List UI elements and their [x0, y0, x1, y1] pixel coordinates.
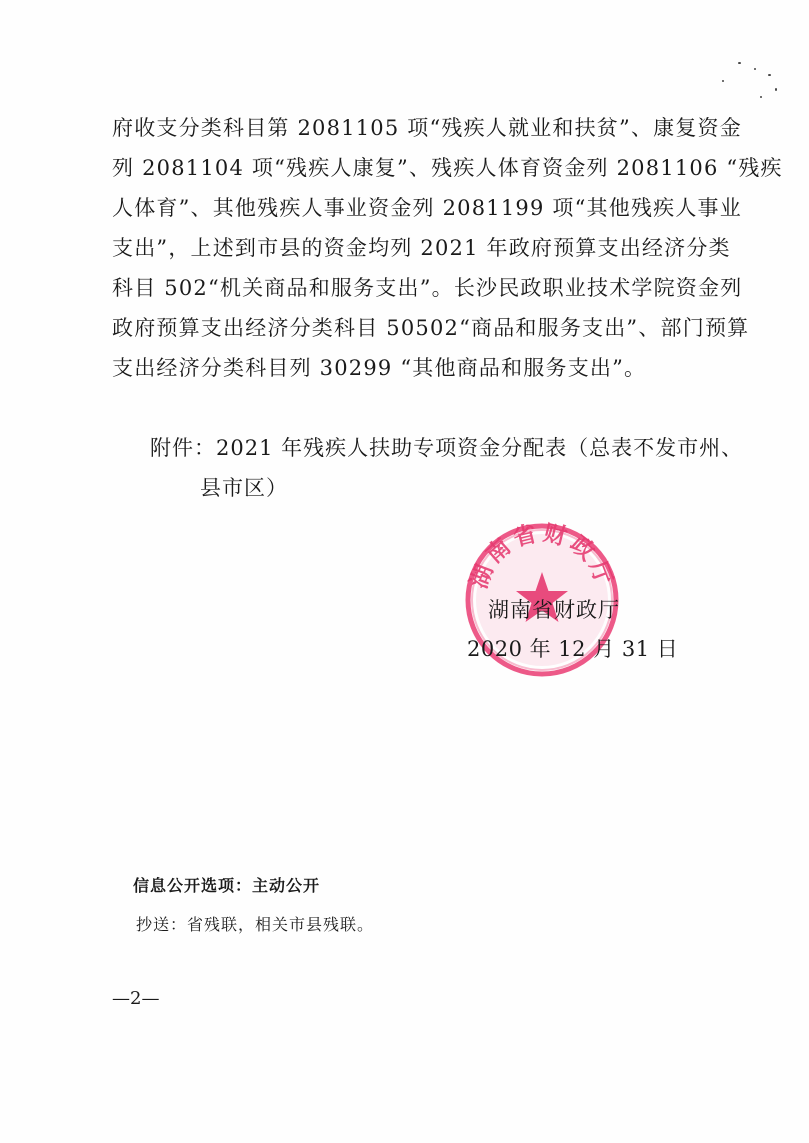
- attachment-note: [150, 428, 744, 508]
- scan-speck: [754, 68, 756, 70]
- page-number: —2—: [112, 988, 160, 1009]
- disclosure-option: 信息公开选项：主动公开: [133, 876, 321, 895]
- body-line: 政府预算支出经济分类科目 50502“商品和服务支出”、部门预算: [112, 316, 750, 340]
- body-line: 支出经济分类科目列 30299 “其他商品和服务支出”。: [112, 356, 647, 380]
- body-line: 人体育”、其他残疾人事业资金列 2081199 项“其他残疾人事业: [112, 196, 742, 220]
- svg-text:湖南省财政厅: 湖南省财政厅: [466, 520, 618, 593]
- issue-date: 2020 年 12 月 31 日: [467, 637, 679, 661]
- scan-speck: [775, 88, 777, 91]
- body-line: 府收支分类科目第 2081105 项“残疾人就业和扶贫”、康复资金: [112, 116, 742, 140]
- issuer-name: 湖南省财政厅: [488, 598, 620, 622]
- attachment-line-1: 附件：2021 年残疾人扶助专项资金分配表（总表不发市州、: [150, 436, 744, 460]
- body-line: 支出”，上述到市县的资金均列 2021 年政府预算支出经济分类: [112, 236, 731, 260]
- body-line: 科目 502“机关商品和服务支出”。长沙民政职业技术学院资金列: [112, 276, 743, 300]
- scan-speck: [722, 80, 724, 82]
- scan-speck: [768, 74, 771, 76]
- scan-speck: [738, 62, 741, 64]
- cc-recipients: 抄送：省残联，相关市县残联。: [136, 915, 375, 934]
- scan-speck: [760, 96, 762, 98]
- body-line: 列 2081104 项“残疾人康复”、残疾人体育资金列 2081106 “残疾: [112, 156, 783, 180]
- attachment-line-2: 县市区）: [200, 476, 288, 500]
- body-paragraph: [112, 108, 783, 388]
